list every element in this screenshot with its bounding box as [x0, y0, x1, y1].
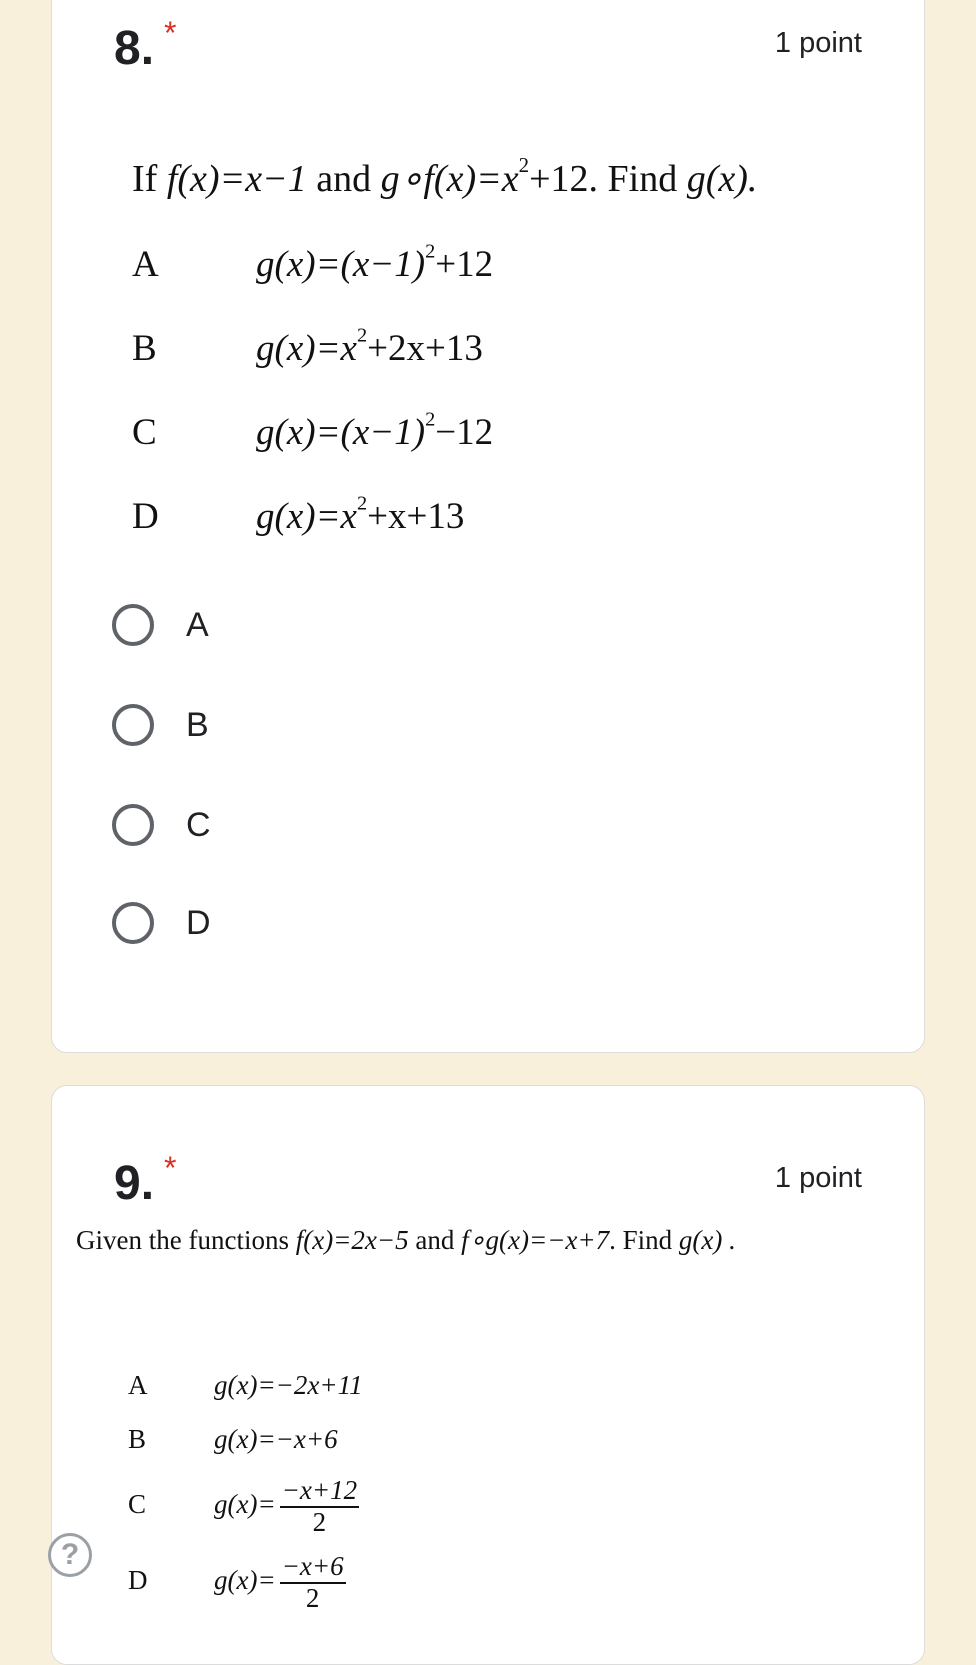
choice-c[interactable]: [112, 801, 211, 849]
fraction-numerator: −x+6: [280, 1552, 346, 1584]
option-row-c: [132, 408, 494, 454]
question-number: 9.: [114, 1157, 155, 1210]
option-row-d: [128, 1552, 346, 1613]
option-letter: D: [132, 496, 159, 537]
option-expression: g(x)=x: [256, 496, 357, 537]
option-letter: B: [128, 1424, 147, 1454]
option-row-c: [128, 1476, 359, 1537]
option-exponent: 2: [425, 240, 436, 263]
stem-target: g(x) .: [678, 1225, 736, 1255]
option-letter: A: [132, 244, 159, 285]
option-row-a: [132, 240, 494, 286]
fraction-numerator: −x+12: [280, 1476, 359, 1508]
choice-label[interactable]: D: [186, 903, 211, 942]
stem-f-def: f(x)=2x−5: [295, 1225, 409, 1255]
radio-button-b[interactable]: [112, 704, 154, 746]
question-stem-9: [76, 1225, 736, 1256]
fraction-denominator: 2: [305, 1582, 320, 1613]
option-expression: g(x)=−x+6: [214, 1424, 338, 1454]
stem-and: and: [316, 158, 372, 200]
required-asterisk: *: [164, 1150, 177, 1186]
option-row-b: [132, 324, 483, 370]
stem-and: and: [415, 1225, 455, 1255]
question-points: 1 point: [774, 27, 862, 59]
option-letter: C: [132, 412, 157, 453]
stem-if: If: [132, 158, 158, 200]
stem-composition-exponent: 2: [518, 153, 530, 178]
choice-a[interactable]: [112, 601, 209, 649]
option-exponent: 2: [425, 408, 436, 431]
stem-target: g(x).: [686, 158, 758, 200]
stem-find: . Find: [588, 158, 678, 200]
option-lhs: g(x)=: [214, 1488, 276, 1519]
stem-f-def: f(x)=x−1: [166, 158, 307, 200]
option-row-b: [128, 1424, 338, 1455]
question-number: 8.: [114, 22, 155, 75]
option-letter: B: [132, 328, 157, 369]
fraction-denominator: 2: [312, 1506, 327, 1537]
option-letter: C: [128, 1488, 147, 1519]
option-fraction: [280, 1476, 359, 1537]
stem-composition: g∘f(x)=x: [380, 158, 519, 200]
choice-label[interactable]: A: [186, 605, 209, 644]
option-expression: g(x)=x: [256, 328, 357, 369]
help-glyph[interactable]: ?: [60, 1538, 80, 1571]
option-expression: g(x)=(x−1): [256, 412, 426, 453]
stem-find: . Find: [609, 1225, 673, 1255]
option-expression: g(x)=(x−1): [256, 244, 426, 285]
stem-composition: f∘g(x)=−x+7: [461, 1225, 610, 1255]
option-lhs: g(x)=: [214, 1564, 276, 1595]
option-expression-tail: +12: [435, 244, 494, 285]
choice-d[interactable]: [112, 899, 211, 947]
question-points: 1 point: [774, 1162, 862, 1194]
choice-b[interactable]: [112, 701, 209, 749]
stem-composition-tail: +12: [529, 158, 589, 200]
option-expression-tail: +2x+13: [367, 328, 483, 369]
option-expression-tail: −12: [435, 412, 494, 453]
option-exponent: 2: [356, 324, 368, 347]
radio-button-a[interactable]: [112, 604, 154, 646]
option-row-a: [128, 1370, 363, 1401]
option-fraction: [280, 1552, 346, 1613]
stem-given: Given the functions: [76, 1225, 289, 1255]
option-expression-tail: +x+13: [367, 496, 465, 537]
option-exponent: 2: [356, 492, 368, 515]
option-letter: D: [128, 1564, 148, 1595]
choice-label[interactable]: C: [186, 805, 211, 844]
choice-label[interactable]: B: [186, 705, 209, 744]
help-circle-icon[interactable]: [48, 1533, 92, 1577]
question-stem: [132, 153, 758, 201]
required-asterisk: *: [164, 15, 177, 51]
option-expression: g(x)=−2x+11: [214, 1370, 363, 1400]
option-row-d: [132, 492, 465, 538]
option-letter: A: [128, 1370, 148, 1400]
question-card-8: [51, 0, 925, 1053]
radio-button-c[interactable]: [112, 804, 154, 846]
radio-button-d[interactable]: [112, 902, 154, 944]
